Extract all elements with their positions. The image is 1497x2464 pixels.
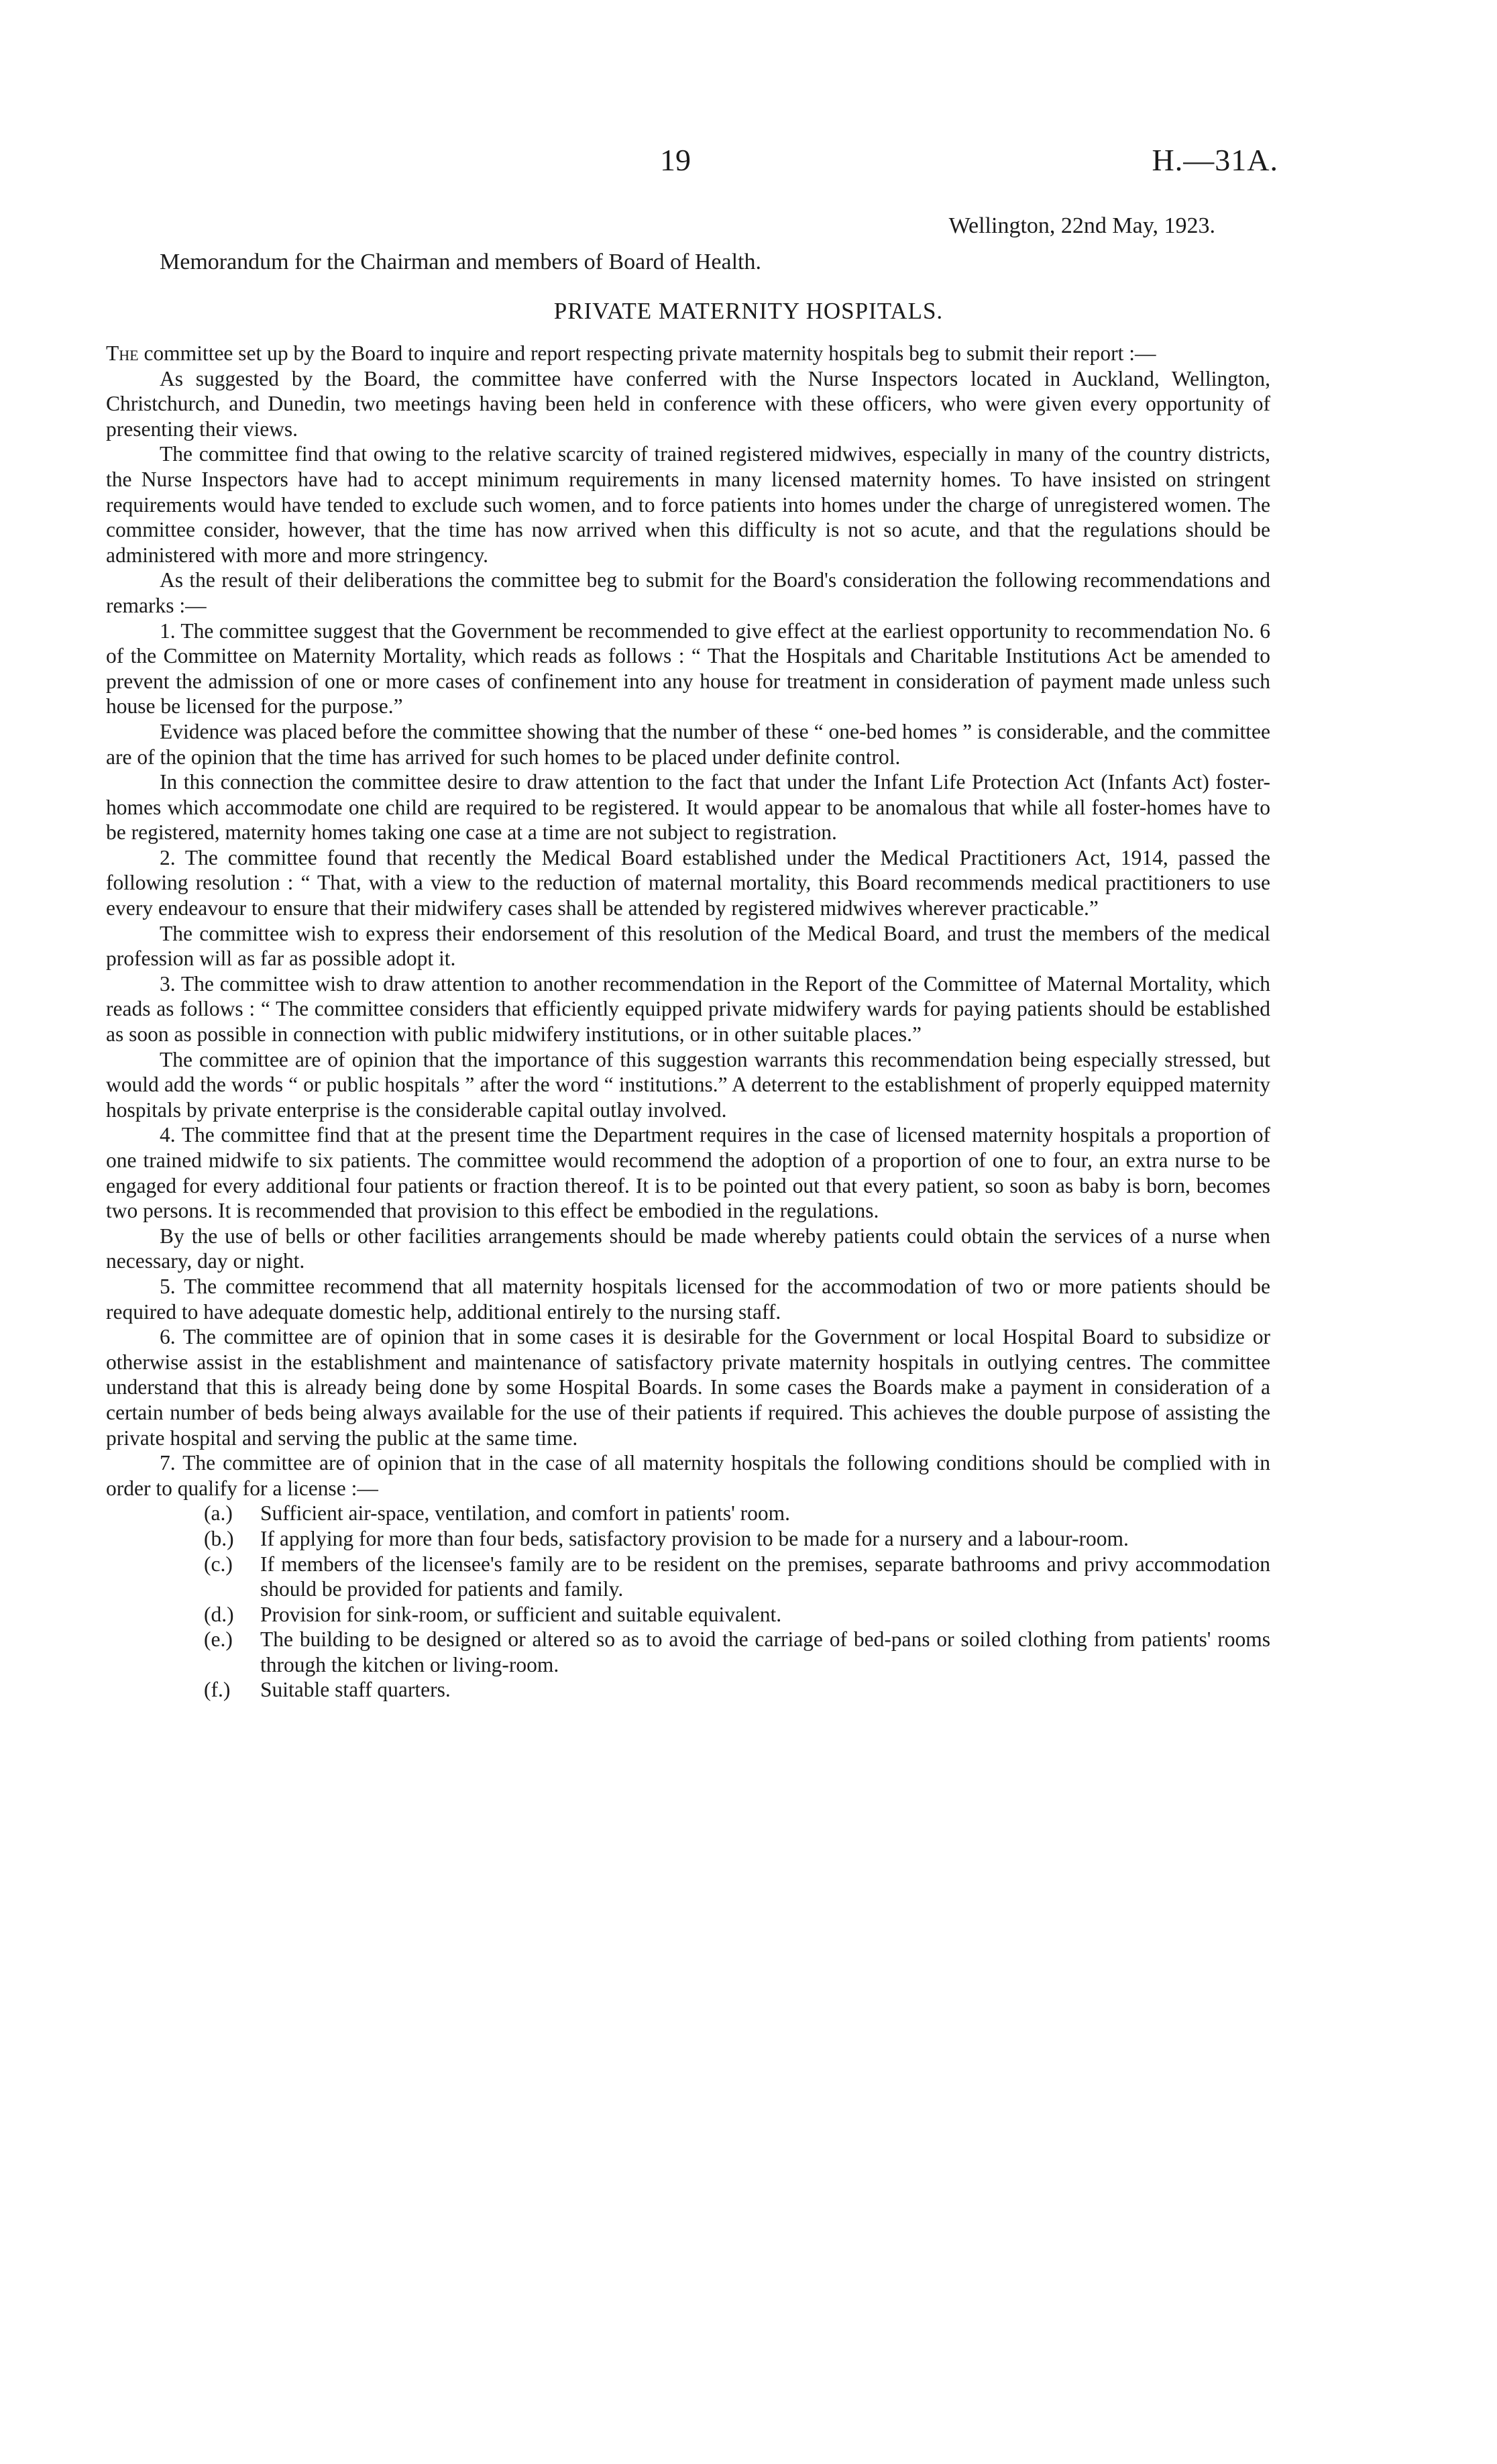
list-item-label: (b.) [204, 1526, 234, 1550]
paragraph: The committee are of opinion that the importance of this suggestion warrants this recommendation being especially stressed, but would add the words “ or public hospitals ” after the word “ institutions.” A deterrent to the establishment of properly equipped maternity hospitals by private enterprise is the considerable capital outlay involved. [106, 1047, 1270, 1122]
paragraph: 7. The committee are of opinion that in the case of all maternity hospitals the following conditions should be complied with in order to qualify for a license :— [106, 1451, 1270, 1500]
paragraph: The committee wish to express their endorsement of this resolution of the Medical Board, and trust the members of the medical profession will as far as possible adopt it. [106, 921, 1270, 971]
paragraph: 1. The committee suggest that the Government be recommended to give effect at the earliest opportunity to recommendation No. 6 of the Committee on Maternity Mortality, which reads as follows : “ That the Hospitals and Charitable Institutions Act be amended to prevent the admission of one or more cases of confinement into any house for treatment in consideration of payment made unless such house be licensed for the purpose.” [106, 619, 1270, 718]
list-item [106, 1677, 1270, 1703]
list-item-label: (e.) [204, 1627, 233, 1652]
page-number: 19 [660, 143, 691, 177]
memo-addressee: Memorandum for the Chairman and members of Board of Health. [160, 250, 761, 274]
paragraph: 5. The committee recommend that all maternity hospitals licensed for the accommodation of two or more patients should be required to have adequate domestic help, additional entirely to the nursing staff. [106, 1274, 1270, 1324]
paragraph: 4. The committee find that at the present time the Department requires in the case of licensed maternity hospitals a proportion of one trained midwife to six patients. The committee would recommend the adoption of a proportion of one to four, an extra nurse to be engaged for every additional four patients or fraction thereof. It is to be pointed out that every patient, so soon as baby is born, becomes two persons. It is recommended that provision to this effect be embodied in the regulations. [106, 1123, 1270, 1223]
list-item-text: If applying for more than four beds, satisfactory provision to be made for a nursery and a labour-room. [260, 1526, 1129, 1550]
intro-paragraph [106, 341, 1270, 366]
intro-lead: The [106, 341, 139, 365]
list-item-text: Provision for sink-room, or sufficient and suitable equivalent. [260, 1602, 782, 1626]
list-item-label: (d.) [204, 1602, 234, 1626]
list-item-text: Suitable staff quarters. [260, 1678, 451, 1702]
intro-rest: committee set up by the Board to inquire and report respecting private maternity hospitals beg to submit their report :— [138, 341, 1156, 365]
page-title: PRIVATE MATERNITY HOSPITALS. [553, 298, 944, 324]
paragraph: As suggested by the Board, the committee have conferred with the Nurse Inspectors located in Auckland, Wellington, Christchurch, and Dunedin, two meetings having been held in conference with these officers, who were given every opportunity of presenting their views. [106, 366, 1270, 441]
dateline: Wellington, 22nd May, 1923. [948, 213, 1215, 238]
paragraph: As the result of their deliberations the committee beg to submit for the Board's consideration the following recommendations and remarks :— [106, 568, 1270, 617]
paragraph: 2. The committee found that recently the Medical Board established under the Medical Practitioners Act, 1914, passed the following resolution : “ That, with a view to the reduction of maternal mortality, this Board recommends medical practitioners to use every endeavour to ensure that their midwifery cases shall be attended by registered midwives wherever practicable.” [106, 845, 1270, 920]
list-item-label: (a.) [204, 1501, 233, 1525]
list-item-text: If members of the licensee's family are to be resident on the premises, separate bathrooms and privy accommodation should be provided for patients and family. [260, 1552, 1270, 1601]
memo-body [106, 341, 1270, 1703]
list-item [106, 1552, 1270, 1602]
paragraph: 6. The committee are of opinion that in some cases it is desirable for the Government or local Hospital Board to subsidize or otherwise assist in the establishment and maintenance of satisfactory private maternity hospitals in outlying centres. The committee understand that this is already being done by some Hospital Boards. In some cases the Boards make a payment in consideration of a certain number of beds being always available for the use of their patients if required. This achieves the double purpose of assisting the private hospital and serving the public at the same time. [106, 1325, 1270, 1450]
list-item [106, 1526, 1270, 1552]
list-item-text: Sufficient air-space, ventilation, and comfort in patients' room. [260, 1501, 790, 1525]
list-item-text: The building to be designed or altered so as to avoid the carriage of bed-pans or soiled clothing from patients' rooms through the kitchen or living-room. [260, 1627, 1270, 1676]
paragraph: Evidence was placed before the committee showing that the number of these “ one-bed homes ” is considerable, and the committee are of the opinion that the time has arrived for such homes to be placed under definite control. [106, 719, 1270, 769]
license-conditions-list [106, 1501, 1270, 1703]
paper-reference: H.—31A. [1152, 143, 1278, 177]
list-item [106, 1501, 1270, 1526]
paragraph: 3. The committee wish to draw attention to another recommendation in the Report of the Committee of Maternal Mortality, which reads as follows : “ The committee considers that efficiently equipped private midwifery wards for paying patients should be established as soon as possible in connection with public midwifery institutions, or in other suitable places.” [106, 971, 1270, 1047]
paragraph: By the use of bells or other facilities arrangements should be made whereby patients could obtain the services of a nurse when necessary, day or night. [106, 1224, 1270, 1273]
paragraph: In this connection the committee desire to draw attention to the fact that under the Infant Life Protection Act (Infants Act) foster-homes which accommodate one child are required to be registered. It would appear to be anomalous that while all foster-homes have to be registered, maternity homes taking one case at a time are not subject to registration. [106, 770, 1270, 845]
list-item [106, 1602, 1270, 1627]
list-item-label: (c.) [204, 1552, 233, 1576]
list-item [106, 1627, 1270, 1677]
paragraph: The committee find that owing to the relative scarcity of trained registered midwives, especially in many of the country districts, the Nurse Inspectors have had to accept minimum requirements in many licensed maternity homes. To have insisted on stringent requirements would have tended to exclude such women, and to force patients into homes under the charge of unregistered women. The committee consider, however, that the time has now arrived when this difficulty is not so acute, and that the regulations should be administered with more and more stringency. [106, 442, 1270, 567]
list-item-label: (f.) [204, 1678, 231, 1702]
